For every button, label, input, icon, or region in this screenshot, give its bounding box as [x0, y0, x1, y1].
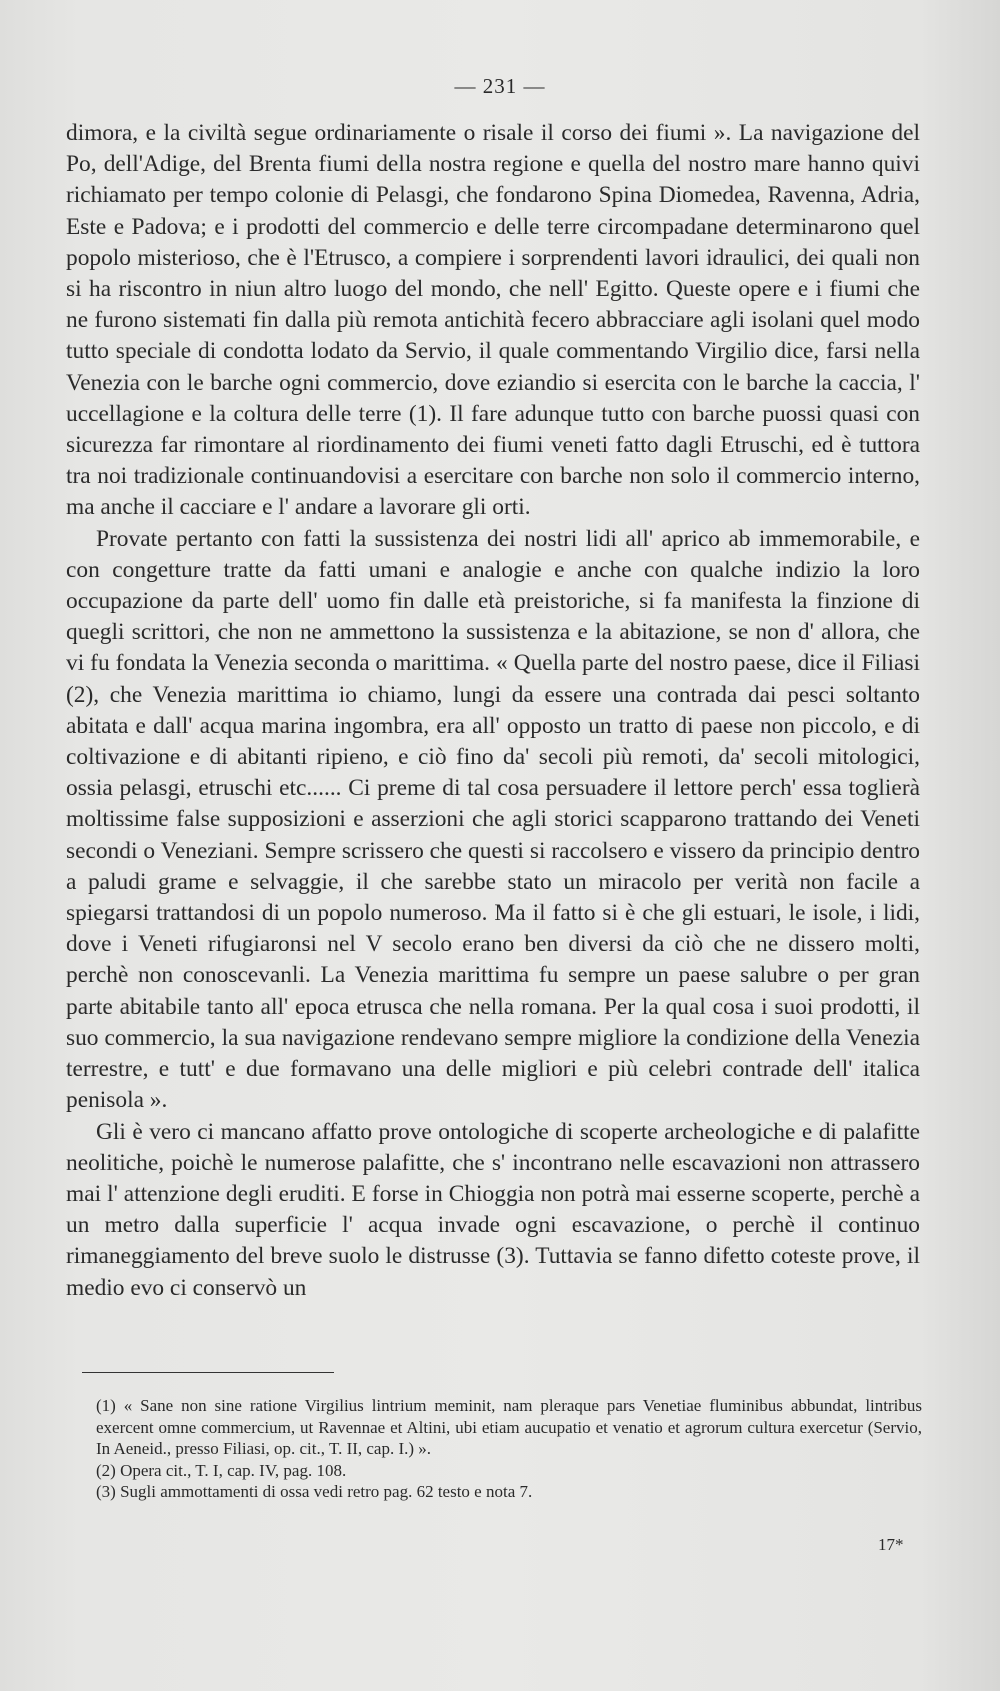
signature-mark: 17* — [878, 1535, 904, 1554]
footnote-3: (3) Sugli ammottamenti di ossa vedi retro pag. 62 testo e nota 7. — [96, 1482, 533, 1501]
footnote-rule — [82, 1372, 334, 1373]
body-text — [66, 118, 920, 1304]
paragraph-2: Provate pertanto con fatti la sussistenza dei nostri lidi all' aprico ab immemorabile, e con congetture tratte da fatti umani e analogie e anche con qualche indizio la loro occupazione da parte dell' uomo fin dalle età preistoriche, si fa manifesta la finzione di quegli scrittori, che non ne ammettono la sussistenza e la abitazione, se non d' allora, che vi fu fondata la Venezia seconda o marittima. « Quella parte del nostro paese, dice il Filiasi (2), che Venezia marittima io chiamo, lungi da essere una contrada dai pesci soltanto abitata e dall' acqua marina ingombra, era all' opposto un tratto di paese non piccolo, e di coltivazione e di abitanti ripieno, e ciò fino da' secoli più remoti, da' secoli mitologici, ossia pelasgi, etruschi etc...... Ci preme di tal cosa persuadere il lettore perch' essa toglierà moltissime false supposizioni e asserzioni che agli storici scapparono trattando dei Veneti secondi o Veneziani. Sempre scrissero che questi si raccolsero e vissero da principio dentro a paludi grame e selvaggie, il che sarebbe stato un miracolo per verità non facile a spiegarsi trattandosi di un popolo numeroso. Ma il fatto si è che gli estuari, le isole, i lidi, dove i Veneti rifugiaronsi nel V secolo erano ben diversi da ciò che ne dissero molti, perchè non conoscevanli. La Venezia marittima fu sempre un paese salubre o per gran parte abitabile tanto all' epoca etrusca che nella romana. Per la qual cosa i suoi prodotti, il suo commercio, la sua navigazione rendevano sempre migliore la condizione della Venezia terrestre, e tutt' e due formavano una delle migliori e più celebri contrade dell' italica penisola ». — [66, 525, 920, 1114]
footnote-2: (2) Opera cit., T. I, cap. IV, pag. 108. — [96, 1460, 347, 1480]
footnote-1: (1) « Sane non sine ratione Virgilius lintrium meminit, nam pleraque pars Venetiae fluminibus abbundat, lintribus exercent omne commercium, ut Ravennae et Altini, ubi etiam aucupatio et venatio et agrorum cultura exercetur (Servio, In Aeneid., presso Filiasi, op. cit., T. II, cap. I.) ». — [96, 1396, 922, 1458]
page-number: — 231 — — [454, 74, 546, 98]
paragraph-3: Gli è vero ci mancano affatto prove ontologiche di scoperte archeologiche e di palafitte neolitiche, poichè le numerose palafitte, che s' incontrano nelle escavazioni non attrassero mai l' attenzione degli eruditi. E forse in Chioggia non potrà mai esserne scoperte, perchè a un metro dalla superficie l' acqua invade ogni escavazione, o perchè il continuo rimaneggiamento del breve suolo le distrusse (3). Tuttavia se fanno difetto coteste prove, il medio evo ci conservò un — [66, 1118, 920, 1301]
paragraph-1: dimora, e la civiltà segue ordinariamente o risale il corso dei fiumi ». La navigazione del Po, dell'Adige, del Brenta fiumi della nostra regione e quella del nostro mare hanno quivi richiamato per tempo colonie di Pelasgi, che fondarono Spina Diomedea, Ravenna, Adria, Este e Padova; e i prodotti del commercio e delle terre circompadane determinarono quel popolo misterioso, che è l'Etrusco, a compiere i sorprendenti lavori idraulici, dei quali non si ha riscontro in niun altro luogo del mondo, che nell' Egitto. Queste opere e i fiumi che ne furono sistemati fin dalla più remota antichità fecero abbracciare agli isolani quel modo tutto speciale di condotta lodato da Servio, il quale commentando Virgilio dice, farsi nella Venezia con le barche ogni commercio, dove eziandio si esercita con le barche la caccia, l' uccellagione e la coltura delle terre (1). Il fare adunque tutto con barche puossi quasi con sicurezza far rimontare al riordinamento dei fiumi veneti fatto dagli Etruschi, ed è tuttora tra noi tradizionale continuandovisi a esercitare con barche non solo il commercio interno, ma anche il cacciare e l' andare a lavorare gli orti. — [66, 120, 920, 521]
footnotes — [96, 1395, 922, 1503]
